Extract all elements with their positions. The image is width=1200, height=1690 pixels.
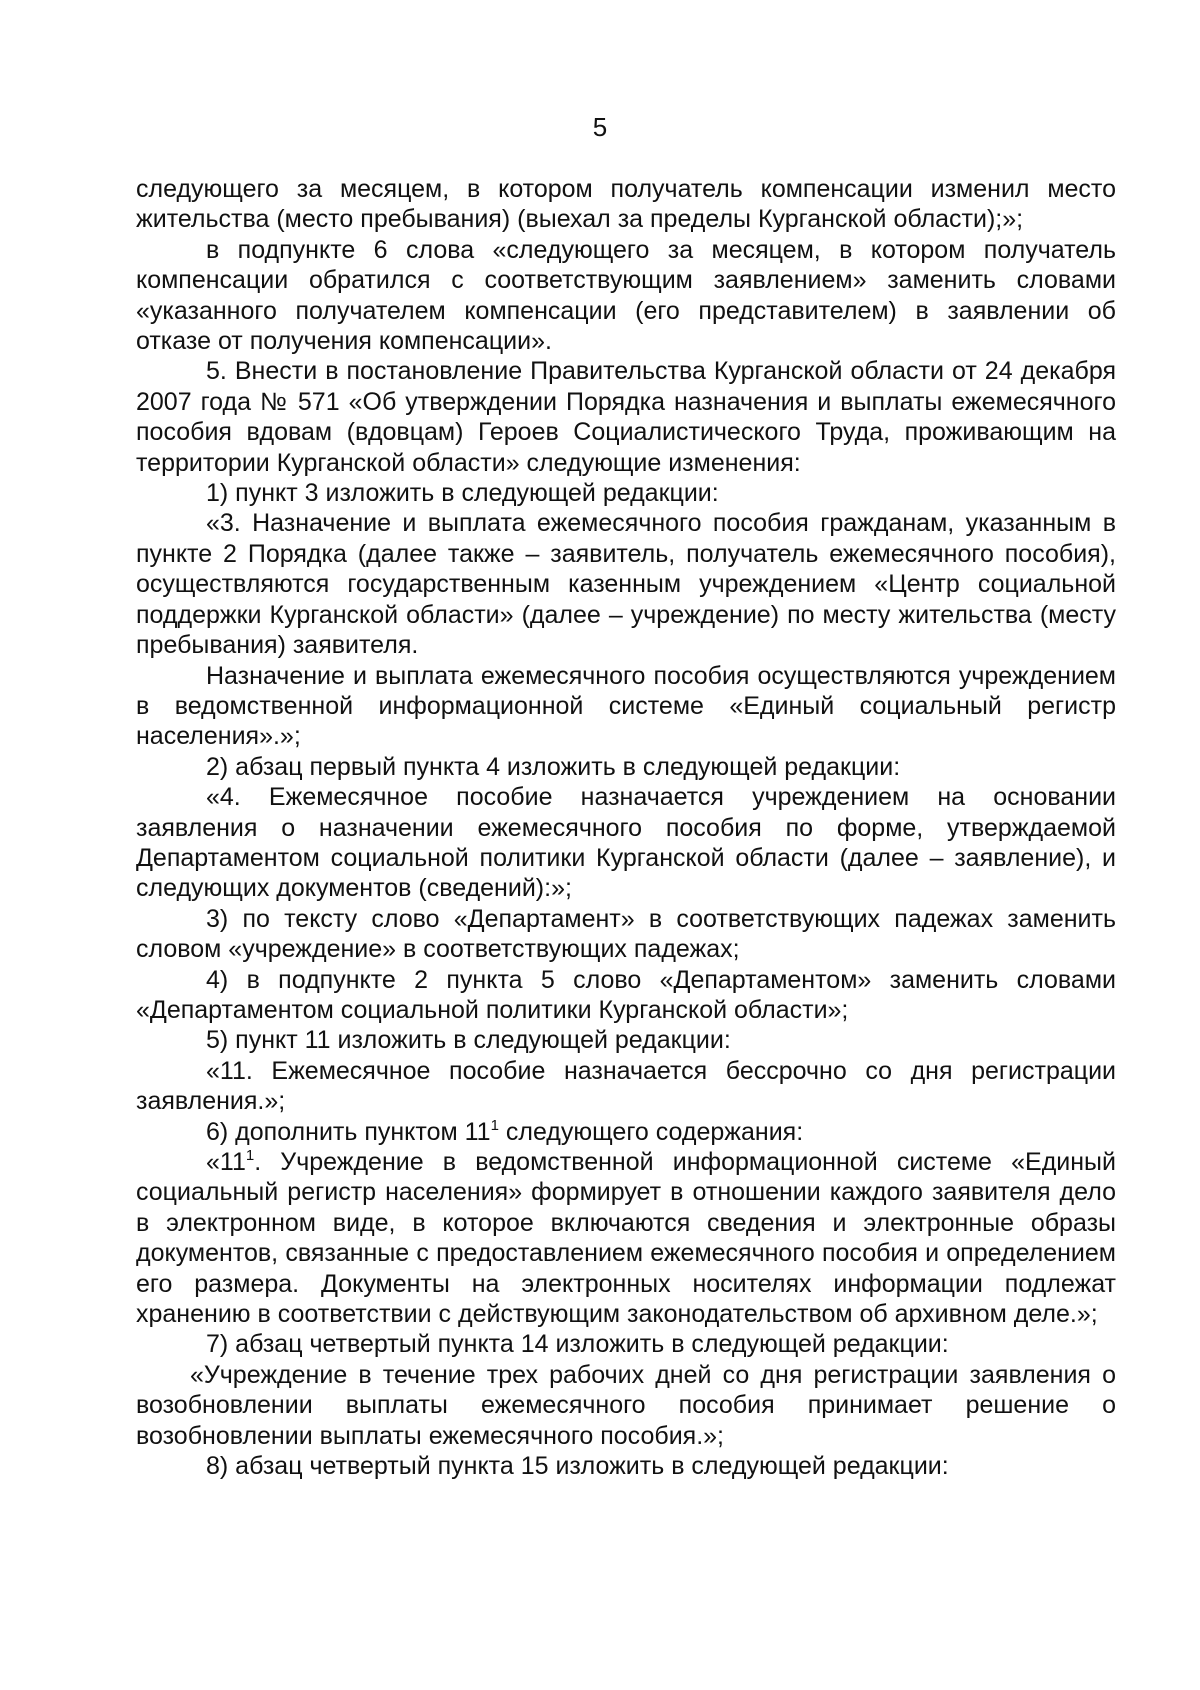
paragraph-16: «Учреждение в течение трех рабочих дней со дня регистрации заявления о возобновлении выплаты ежемесячного пособия принимает решение о возобновлении выплаты ежемесячного пособия.»; [136,1360,1116,1450]
paragraph-5: «3. Назначение и выплата ежемесячного пособия гражданам, указанным в пункте 2 Порядка (далее также – заявитель, получатель ежемесячного пособия), осуществляются государственным казенным учреждением «Центр социальной поддержки Курганской области» (далее – учреждение) по месту жительства (месту пребывания) заявителя. [136,509,1116,660]
paragraph-9: 3) по тексту слово «Департамент» в соответствующих падежах заменить словом «учреждение» в соответствующих падежах; [136,904,1116,964]
paragraph-4: 1) пункт 3 изложить в следующей редакции: [206,479,719,508]
paragraph-17: 8) абзац четвертый пункта 15 изложить в следующей редакции: [206,1452,949,1481]
paragraph-14 [136,1147,1116,1329]
paragraph-2: в подпункте 6 слова «следующего за месяцем, в котором получатель компенсации обратился с соответствующим заявлением» заменить словами «указанного получателем компенсации (его представителем) в заявлении об отказе от получения компенсации». [136,235,1116,356]
paragraph-14-before: «11 [206,1148,246,1176]
paragraph-1: следующего за месяцем, в котором получатель компенсации изменил место жительства (место пребывания) (выехал за пределы Курганской области);»; [136,175,1116,234]
paragraph-13-superscript: 1 [490,1116,499,1134]
paragraph-6: Назначение и выплата ежемесячного пособия осуществляются учреждением в ведомственной информационной системе «Единый социальный регистр населения».»; [136,661,1116,751]
page-number: 5 [592,112,608,142]
paragraph-3: 5. Внести в постановление Правительства Курганской области от 24 декабря 2007 года № 571 «Об утверждении Порядка назначения и выплаты ежемесячного пособия вдовам (вдовцам) Героев Социалистического Труда, проживающим на территории Курганской области» следующие изменения: [136,357,1116,477]
paragraph-8: «4. Ежемесячное пособие назначается учреждением на основании заявления о назначении ежемесячного пособия по форме, утверждаемой Департаментом социальной политики Курганской области (далее – заявление), и следующих документов (сведений):»; [136,783,1116,903]
paragraph-13 [136,1117,1116,1147]
document-body [136,174,1116,1481]
paragraph-15: 7) абзац четвертый пункта 14 изложить в следующей редакции: [206,1330,949,1359]
paragraph-12: «11. Ежемесячное пособие назначается бессрочно со дня регистрации заявления.»; [136,1056,1116,1116]
paragraph-13-before: 6) дополнить пунктом 11 [206,1117,491,1146]
paragraph-7: 2) абзац первый пункта 4 изложить в следующей редакции: [206,752,901,781]
paragraph-10: 4) в подпункте 2 пункта 5 слово «Департаментом» заменить словами «Департаментом социальной политики Курганской области»; [136,965,1116,1024]
paragraph-14-after: . Учреждение в ведомственной информационной системе «Единый социальный регистр населения» формирует в отношении каждого заявителя дело в электронном виде, в которое включаются сведения и электронные образы документов, связанные с предоставлением ежемесячного пособия и определением его размера. Документы на электронных носителях информации подлежат хранению в соответствии с действующим законодательством об архивном деле.»; [136,1148,1116,1329]
paragraph-11: 5) пункт 11 изложить в следующей редакции: [206,1026,731,1055]
paragraph-13-after: следующего содержания: [498,1117,804,1146]
paragraph-14-superscript: 1 [245,1147,255,1164]
